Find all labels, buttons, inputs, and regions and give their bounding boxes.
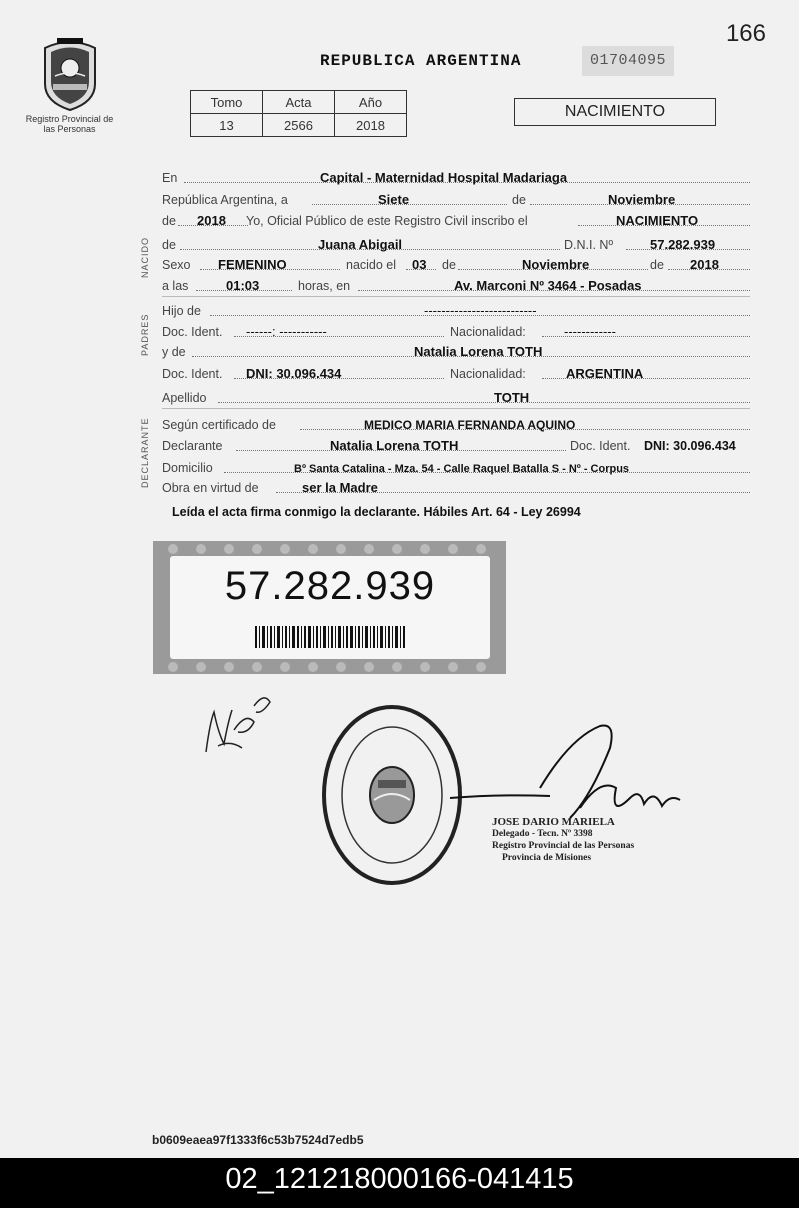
page-number: 166 — [725, 20, 766, 47]
oficial-text: Yo, Oficial Público de este Registro Civil inscribo el — [246, 214, 528, 228]
sexo-label: Sexo — [162, 258, 191, 272]
document-title: REPUBLICA ARGENTINA — [320, 52, 522, 70]
act-type-box: NACIMIENTO — [514, 98, 716, 126]
lugar-value: Capital - Maternidad Hospital Madariaga — [320, 170, 568, 185]
row-oficial — [162, 210, 750, 229]
padre-doc-label: Doc. Ident. — [162, 325, 223, 339]
madre-doc-value: DNI: 30.096.434 — [246, 366, 342, 381]
de-label-2: de — [162, 214, 176, 228]
apellido-value: TOTH — [494, 390, 530, 405]
register-table — [190, 90, 407, 137]
row-hora — [162, 275, 750, 294]
domicilio-value: Bº Santa Catalina - Mza. 54 - Calle Raquel Batalla S - Nº - Corpus — [294, 463, 630, 475]
signer-office: Registro Provincial de las Personas — [492, 841, 635, 851]
row-sexo — [162, 254, 750, 273]
padre-nac-value: ------------ — [564, 324, 616, 339]
obra-value: ser la Madre — [302, 480, 378, 495]
padre-value: -------------------------- — [424, 303, 537, 318]
acta-header: Acta — [263, 91, 335, 114]
acta-value: 2566 — [263, 114, 335, 137]
row-padre — [162, 300, 750, 319]
barcode-icon — [255, 626, 405, 648]
de-label-1: de — [512, 193, 526, 207]
dni-stamp — [153, 541, 506, 674]
signature-block — [492, 816, 634, 864]
padre-nac-label: Nacionalidad: — [450, 325, 526, 339]
anio-header: Año — [335, 91, 407, 114]
row-madre-doc — [162, 363, 750, 382]
tomo-header: Tomo — [191, 91, 263, 114]
dia-nac-value: 03 — [412, 257, 427, 272]
declarante-value: Natalia Lorena TOTH — [330, 438, 459, 453]
y-de-label: y de — [162, 345, 186, 359]
row-fecha — [162, 189, 750, 208]
registry-logo — [22, 34, 117, 134]
signer-province: Provincia de Misiones — [502, 853, 592, 863]
row-padre-doc — [162, 321, 750, 340]
declarante-label: Declarante — [162, 439, 223, 453]
coat-of-arms-icon — [39, 34, 101, 112]
nac-de-label-2: de — [650, 258, 664, 272]
declarante-section-label: DECLARANTE — [140, 417, 150, 488]
a-las-label: a las — [162, 279, 189, 293]
madre-doc-label: Doc. Ident. — [162, 367, 223, 381]
row-certificado — [162, 414, 750, 433]
dni-label: D.N.I. Nº — [564, 238, 614, 252]
certificado-label: Según certificado de — [162, 418, 276, 432]
republica-label: República Argentina, a — [162, 193, 288, 207]
row-nombre — [162, 234, 750, 253]
row-domicilio — [162, 457, 750, 476]
certificado-value: MEDICO MARIA FERNANDA AQUINO — [364, 418, 576, 432]
row-declarante — [162, 435, 750, 454]
signer-name: JOSE DARIO MARIELA — [492, 816, 615, 828]
anio-value: 2018 — [197, 213, 226, 228]
logo-caption: Registro Provincial de las Personas — [25, 114, 114, 134]
padres-section-label: PADRES — [140, 313, 150, 356]
row-madre — [162, 341, 750, 360]
apellido-label: Apellido — [162, 391, 207, 405]
horas-en-label: horas, en — [298, 279, 351, 293]
inscribo-value: NACIMIENTO — [616, 213, 699, 228]
madre-nac-label: Nacionalidad: — [450, 367, 526, 381]
row-obra — [162, 477, 750, 496]
madre-nac-value: ARGENTINA — [566, 366, 644, 381]
nac-de-label: de — [442, 258, 456, 272]
nacido-el-label: nacido el — [346, 258, 397, 272]
signer-title: Delegado - Tecn. Nº 3398 — [492, 829, 593, 839]
row-lugar — [162, 167, 750, 186]
madre-value: Natalia Lorena TOTH — [414, 344, 543, 359]
anio-value: 2018 — [335, 114, 407, 137]
file-id-footer: 02_121218000166-041415 — [0, 1158, 799, 1208]
row-apellido — [162, 387, 750, 406]
hijo-de-label: Hijo de — [162, 304, 201, 318]
tomo-value: 13 — [191, 114, 263, 137]
obra-label: Obra en virtud de — [162, 481, 259, 495]
en-label: En — [162, 171, 178, 185]
sexo-value: FEMENINO — [218, 257, 287, 272]
hora-value: 01:03 — [226, 278, 260, 293]
handwritten-initials — [198, 682, 288, 762]
padre-doc-value: ------: ----------- — [246, 324, 327, 339]
nombre-value: Juana Abigail — [318, 237, 403, 252]
dia-value: Siete — [378, 192, 410, 207]
serial-number: 01704095 — [582, 46, 674, 76]
declarante-doc-value: DNI: 30.096.434 — [644, 439, 736, 453]
lugar-nac-value: Av. Marconi Nº 3464 - Posadas — [454, 278, 642, 293]
mes-nac-value: Noviembre — [522, 257, 590, 272]
dni-stamp-number: 57.282.939 — [224, 564, 436, 608]
nombre-de-label: de — [162, 238, 176, 252]
closing-statement: Leída el acta firma conmigo la declarante. Hábiles Art. 64 - Ley 26994 — [172, 505, 581, 519]
nacido-section-label: NACIDO — [140, 236, 150, 278]
declarante-doc-label: Doc. Ident. — [570, 439, 631, 453]
domicilio-label: Domicilio — [162, 461, 213, 475]
dni-value: 57.282.939 — [650, 237, 716, 252]
document-hash: b0609eaea97f1333f6c53b7524d7edb5 — [152, 1133, 364, 1147]
anio-nac-value: 2018 — [690, 257, 719, 272]
dni-stamp-inner — [170, 556, 490, 659]
mes-value: Noviembre — [608, 192, 676, 207]
